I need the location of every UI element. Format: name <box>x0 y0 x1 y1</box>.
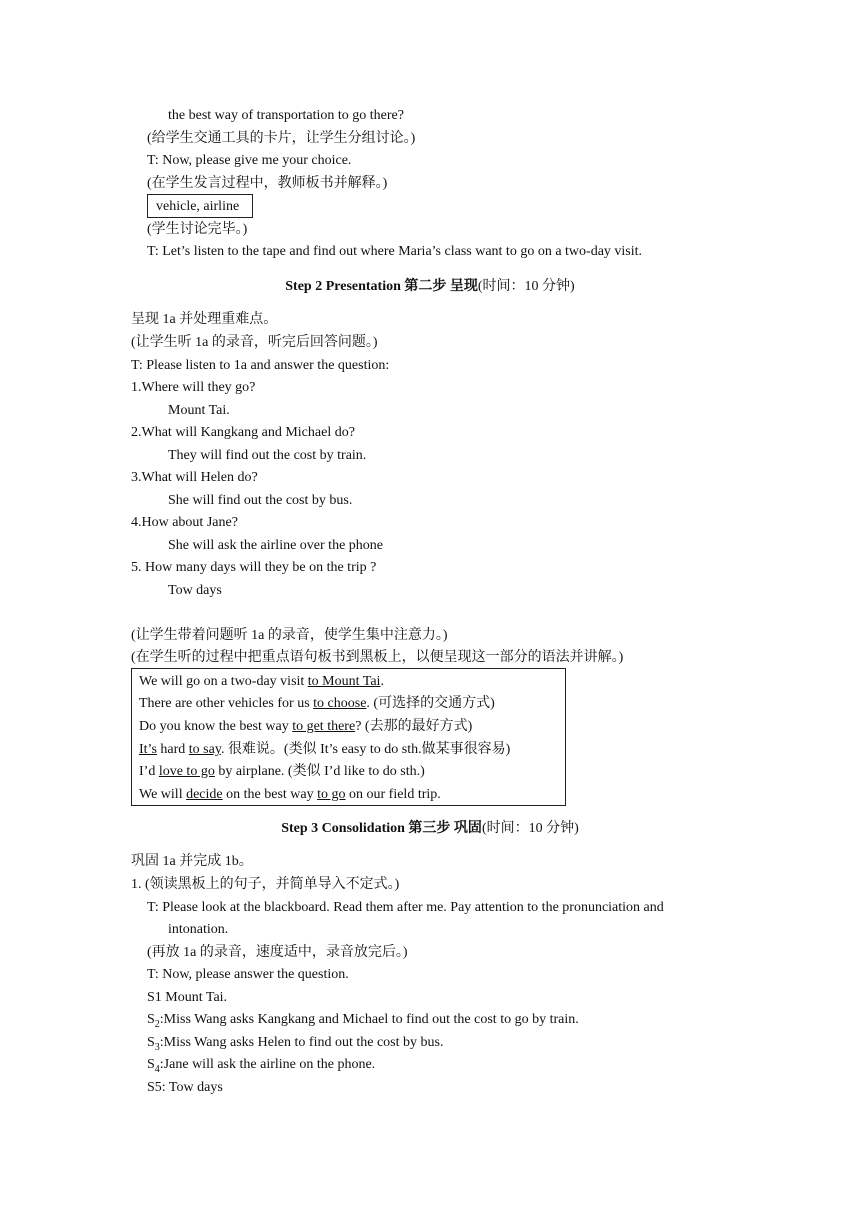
board-text: ? (去那的最好方式) <box>355 719 473 734</box>
board-text: Do you know the best way <box>139 719 293 734</box>
board-text: by airplane. (类似 I’d like to do sth.) <box>214 764 425 779</box>
step3-heading-time: (时间：10 分钟) <box>481 821 579 836</box>
board-underline: to say <box>188 742 221 757</box>
board-text: . 很难说。(类似 It’s easy to do sth.做某事很容易) <box>220 742 511 757</box>
board-underline: decide <box>186 787 223 802</box>
intro-line-5: (学生讨论完毕。) <box>147 222 248 237</box>
step2-note2: (让学生带着问题听 1a 的录音，使学生集中注意力。) <box>131 628 448 643</box>
board-underline: to choose <box>313 696 367 711</box>
board-underline: It’s <box>139 742 157 757</box>
student-number: 4 <box>154 1063 160 1075</box>
board-text: We will go on a two-day visit <box>139 674 308 689</box>
board-text: I’d <box>139 764 159 779</box>
step3-heading-title: Step 3 Consolidation 第三步 巩固 <box>281 821 482 836</box>
student-label: S <box>147 1057 155 1072</box>
board-text: We will <box>139 787 187 802</box>
intro-line-1: the best way of transportation to go there? <box>168 108 404 123</box>
question-4: 4.How about Jane? <box>131 515 238 530</box>
answer-2: They will find out the cost by train. <box>168 448 367 463</box>
student-answer-1: S1 Mount Tai. <box>147 990 228 1005</box>
board-sentence-1 <box>139 673 384 691</box>
student-number: 3 <box>154 1041 160 1053</box>
intro-line-3: T: Now, please give me your choice. <box>147 153 352 168</box>
student-answer-5: S5: Tow days <box>147 1080 223 1095</box>
answer-5: Tow days <box>168 583 222 598</box>
student-text: :Miss Wang asks Kangkang and Michael to find out the cost to go by train. <box>159 1012 579 1027</box>
step2-note1: (让学生听 1a 的录音，听完后回答问题。) <box>131 335 378 350</box>
step3-item1: 1. (领读黑板上的句子，并简单导入不定式。) <box>131 877 400 892</box>
question-5: 5. How many days will they be on the trip ? <box>131 560 377 575</box>
board-text: hard <box>156 742 189 757</box>
board-text: . <box>380 674 384 689</box>
intro-line-6: T: Let’s listen to the tape and find out where Maria’s class want to go on a two-day visit. <box>147 244 643 259</box>
student-label: S <box>147 1035 155 1050</box>
board-underline: to Mount Tai <box>307 674 381 689</box>
student-number: 2 <box>154 1018 160 1030</box>
intro-line-2: (给学生交通工具的卡片，让学生分组讨论。) <box>147 131 416 146</box>
student-text: :Jane will ask the airline on the phone. <box>159 1057 376 1072</box>
student-answer-3 <box>147 1034 443 1052</box>
step3-teacher-1: T: Please look at the blackboard. Read them after me. Pay attention to the pronunciation and <box>147 900 664 915</box>
step3-heading <box>0 820 860 838</box>
step2-heading-time: (时间：10 分钟) <box>477 279 575 294</box>
board-text: on our field trip. <box>345 787 441 802</box>
student-answer-4 <box>147 1056 375 1074</box>
step3-teacher-2: T: Now, please answer the question. <box>147 967 349 982</box>
board-text: on the best way <box>222 787 318 802</box>
board-underline: to go <box>317 787 346 802</box>
question-1: 1.Where will they go? <box>131 380 256 395</box>
board-text: There are other vehicles for us <box>139 696 314 711</box>
board-sentence-4 <box>139 741 510 759</box>
step2-intro: 呈现 1a 并处理重难点。 <box>131 312 278 327</box>
intro-line-4: (在学生发言过程中，教师板书并解释。) <box>147 176 388 191</box>
student-answer-2 <box>147 1011 579 1029</box>
step2-heading-title: Step 2 Presentation 第二步 呈现 <box>285 279 478 294</box>
board-sentence-2 <box>139 695 495 713</box>
board-sentence-5 <box>139 763 425 781</box>
answer-4: She will ask the airline over the phone <box>168 538 383 553</box>
question-2: 2.What will Kangkang and Michael do? <box>131 425 355 440</box>
answer-1: Mount Tai. <box>168 403 230 418</box>
board-sentence-3 <box>139 718 472 736</box>
board-underline: love to go <box>158 764 215 779</box>
step2-teacher: T: Please listen to 1a and answer the question: <box>131 358 390 373</box>
answer-3: She will find out the cost by bus. <box>168 493 353 508</box>
step3-note: (再放 1a 的录音，速度适中，录音放完后。) <box>147 945 408 960</box>
board-text: . (可选择的交通方式) <box>366 696 495 711</box>
student-text: :Miss Wang asks Helen to find out the cost by bus. <box>159 1035 444 1050</box>
board-vocabulary: vehicle, airline <box>156 199 240 214</box>
step2-note3: (在学生听的过程中把重点语句板书到黑板上，以便呈现这一部分的语法并讲解。) <box>131 650 624 665</box>
step3-intro: 巩固 1a 并完成 1b。 <box>131 854 253 869</box>
step2-heading <box>0 278 860 296</box>
board-sentence-6 <box>139 786 441 804</box>
board-underline: to get there <box>292 719 356 734</box>
step3-teacher-1-cont: intonation. <box>168 922 229 937</box>
question-3: 3.What will Helen do? <box>131 470 258 485</box>
student-label: S <box>147 1012 155 1027</box>
